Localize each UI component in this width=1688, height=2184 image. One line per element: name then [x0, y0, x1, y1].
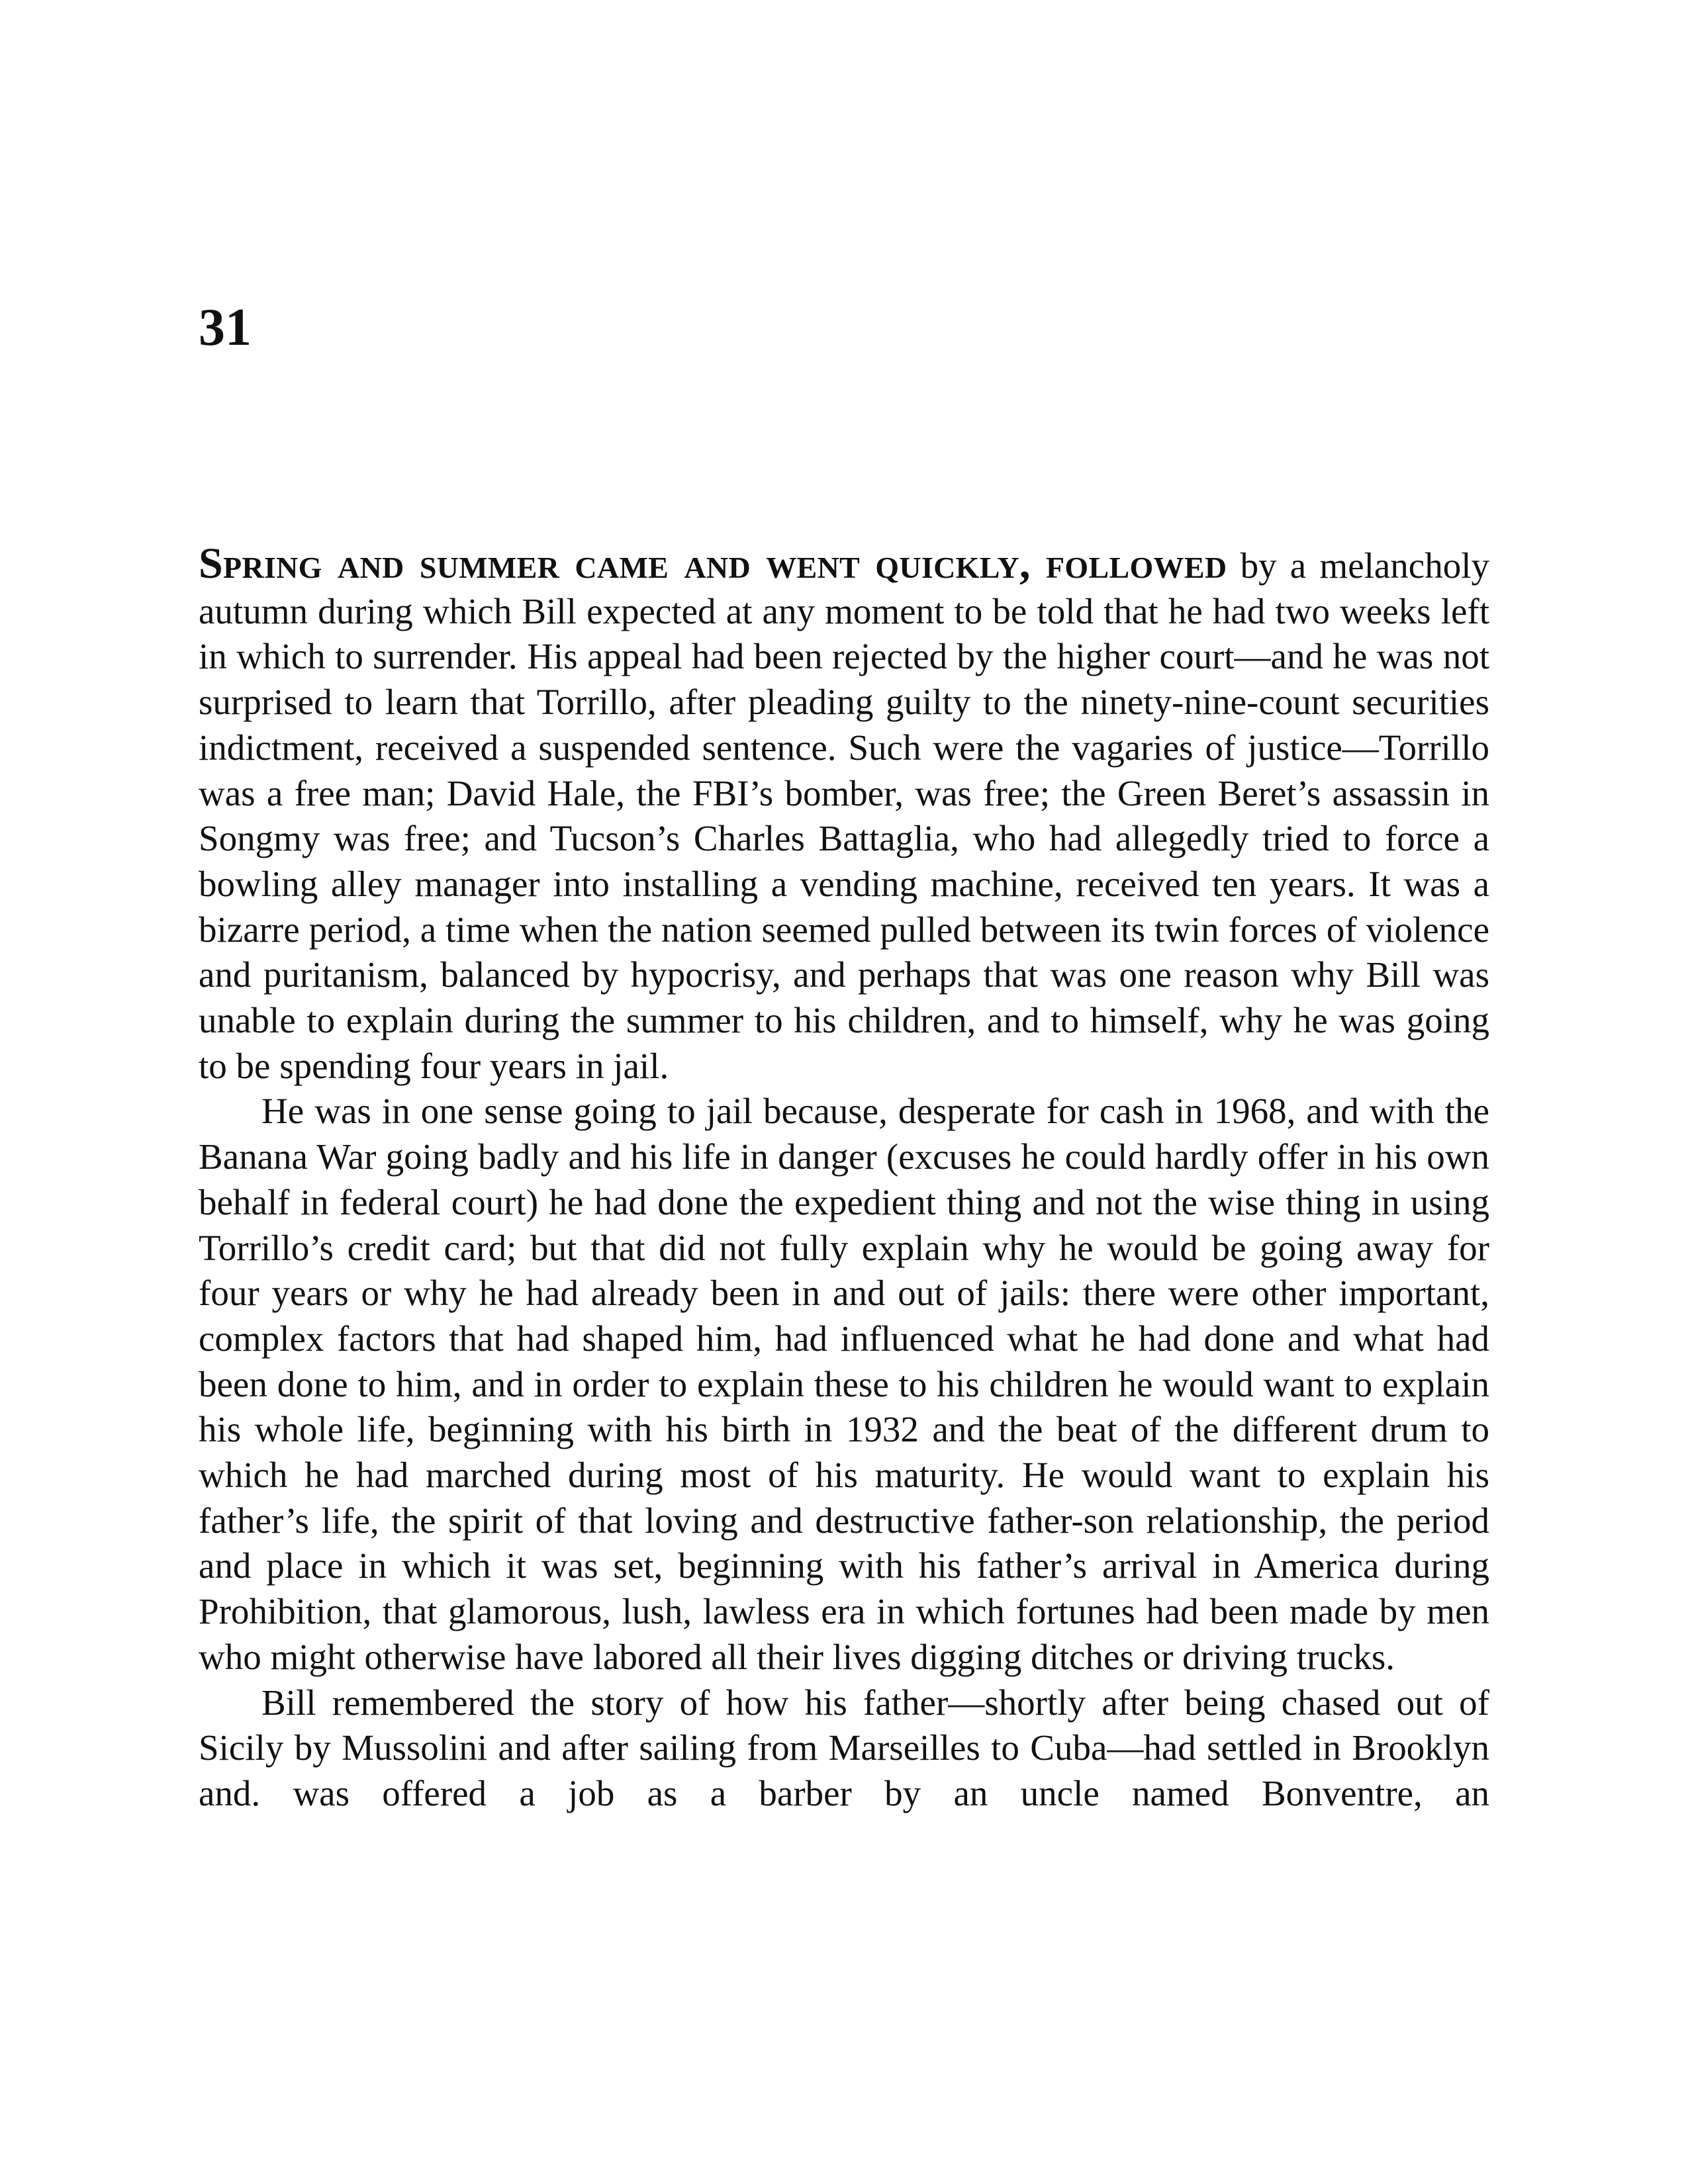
book-page [199, 0, 1489, 2184]
chapter-number: 31 [199, 298, 252, 357]
paragraph-1 [199, 541, 1489, 1089]
paragraph-3: Bill remembered the story of how his father—shortly after being chased out of Sicily by Mussolini and after sailing from Marseilles to Cuba—had settled in Brooklyn and. was offered a job as a barber by an uncle named Bonventre, an [199, 1682, 1489, 1813]
paragraph-2: He was in one sense going to jail because, desperate for cash in 1968, and with the Banana War going badly and his life in danger (excuses he could hardly offer in his own behalf in federal court) he had done the expedient thing and not the wise thing in using Torrillo’s credit card; but that did not fully explain why he would be going away for four years or why he had already been in and out of jails: there were other important, complex factors that had shaped him, had influenced what he had done and what had been done to him, and in order to explain these to his children he would want to explain his whole life, beginning with his birth in 1932 and the beat of the different drum to which he had marched during most of his maturity. He would want to explain his father’s life, the spirit of that loving and destructive father-son relationship, the period and place in which it was set, beginning with his father’s arrival in America during Prohibition, that glamorous, lush, lawless era in which fortunes had been made by men who might otherwise have labored all their lives digging ditches or driving trucks. [199, 1091, 1489, 1677]
paragraph-1-text: by a melancholy autumn during which Bill expected at any moment to be told that he had two weeks left in which to surrender. His appeal had been rejected by the higher court—and he was not surprised to learn that Torrillo, after pleading guilty to the ninety-nine-count securities indictment, received a suspended sentence. Such were the vagaries of justice—Torrillo was a free man; David Hale, the FBI’s bomber, was free; the Green Beret’s assassin in Songmy was free; and Tucson’s Charles Battaglia, who had allegedly tried to force a bowling alley manager into installing a vending machine, received ten years. It was a bizarre period, a time when the nation seemed pulled between its twin forces of violence and puritanism, balanced by hypocrisy, and perhaps that was one reason why Bill was unable to explain during the summer to his children, and to himself, why he was going to be spending four years in jail. [199, 545, 1489, 1086]
small-caps-lead-in: Spring and summer came and went quickly, followed [199, 539, 1227, 588]
chapter-body [199, 541, 1489, 1817]
